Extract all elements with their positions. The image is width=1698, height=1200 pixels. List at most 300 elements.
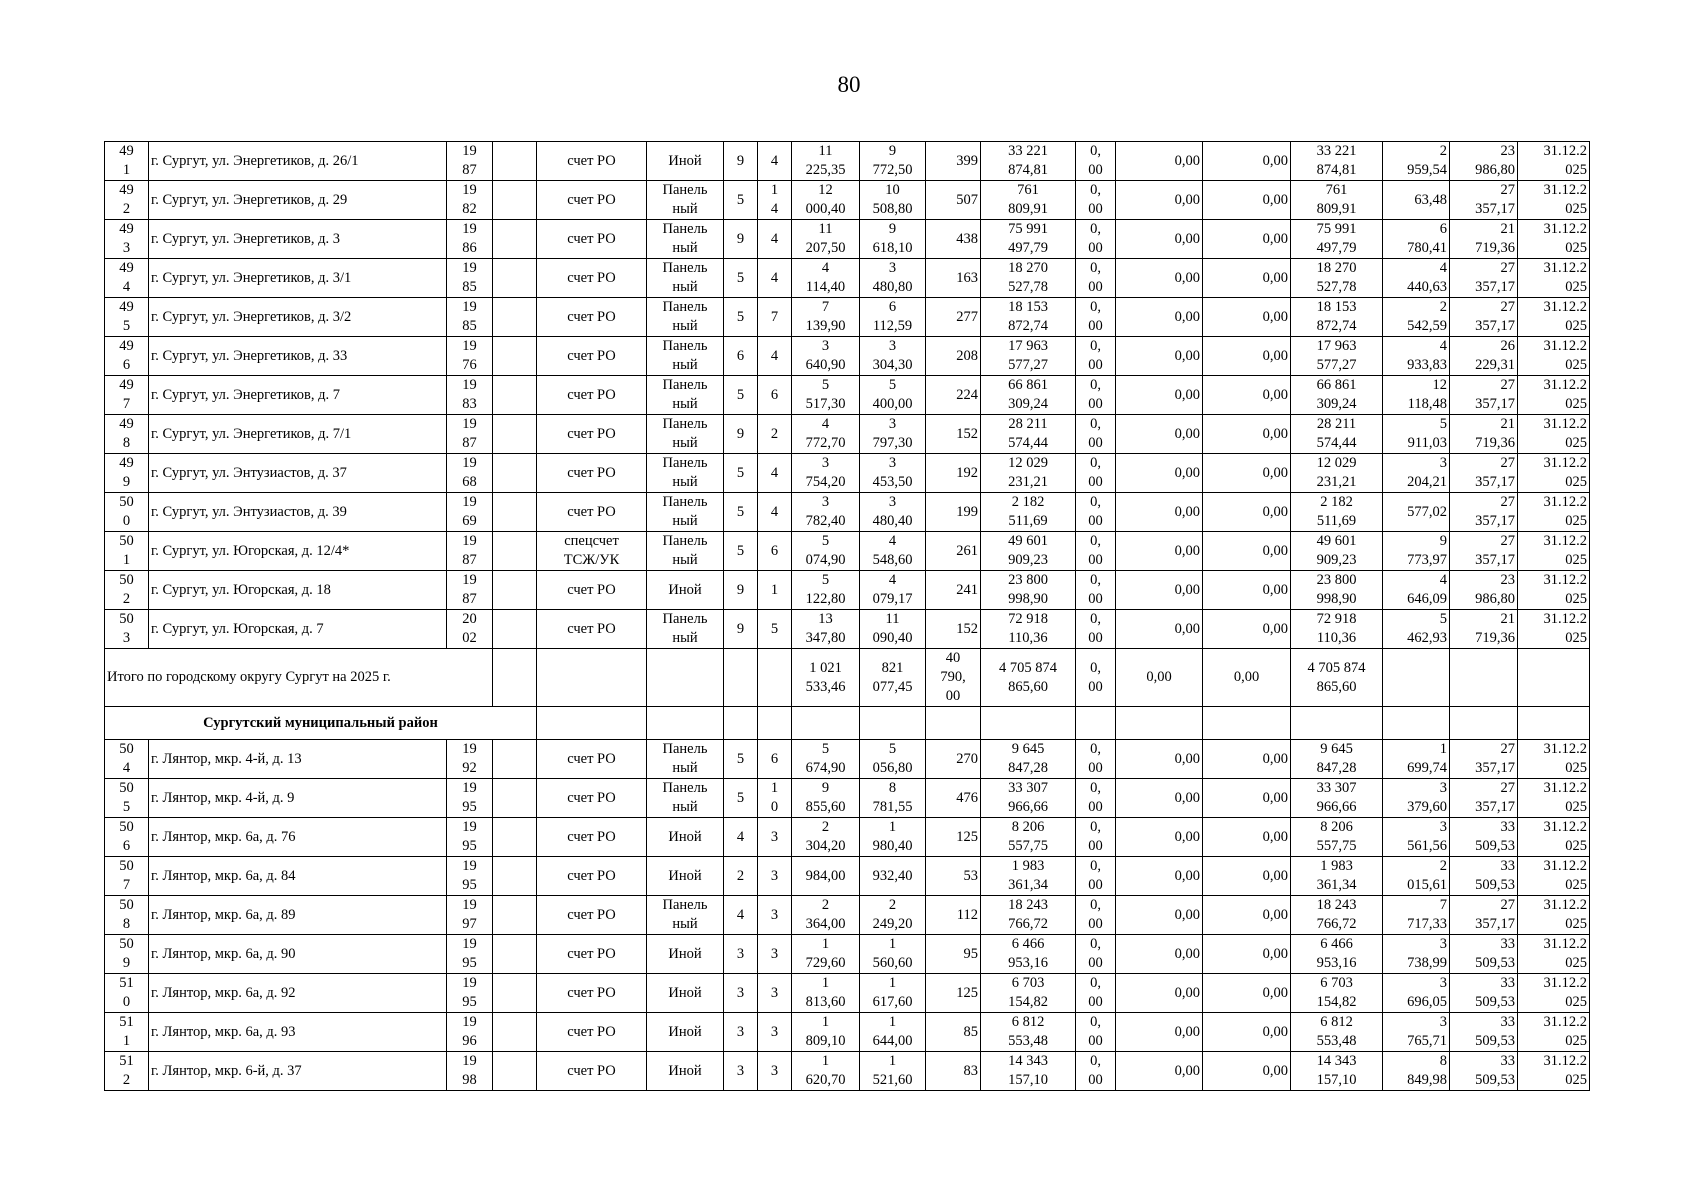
cell-cost-budget-2: 0,00 — [1203, 1052, 1291, 1091]
table-row — [105, 337, 1590, 376]
cell-entrances: 6 — [758, 740, 792, 779]
cell-empty — [647, 707, 724, 740]
cell-empty — [724, 649, 758, 707]
cell-cost-budget-1: 0,00 — [1116, 181, 1203, 220]
cell-area-total: 2 364,00 — [792, 896, 860, 935]
cell-entrances: 4 — [758, 454, 792, 493]
cell-account: счет РО — [537, 493, 647, 532]
cell-residents: 199 — [926, 493, 981, 532]
cell-residents: 163 — [926, 259, 981, 298]
cell-cost-total: 8 206 557,75 — [981, 818, 1076, 857]
cell-account: счет РО — [537, 857, 647, 896]
cell-area-total: 1 729,60 — [792, 935, 860, 974]
cell-year: 19 87 — [447, 142, 493, 181]
cell-floors: 4 — [724, 818, 758, 857]
cell-empty — [493, 259, 537, 298]
total-area-living: 821 077,45 — [860, 649, 926, 707]
cell-cost-fund: 0, 00 — [1076, 974, 1116, 1013]
cell-empty — [1203, 707, 1291, 740]
cell-unit-cost: 3 738,99 — [1383, 935, 1450, 974]
cell-unit-cost: 7 717,33 — [1383, 896, 1450, 935]
cell-entrances: 4 — [758, 259, 792, 298]
section-header-row — [105, 707, 1590, 740]
cell-area-living: 1 560,60 — [860, 935, 926, 974]
cell-unit-cost: 3 204,21 — [1383, 454, 1450, 493]
cell-area-total: 984,00 — [792, 857, 860, 896]
cell-area-living: 9 772,50 — [860, 142, 926, 181]
cell-unit-max: 21 719,36 — [1450, 610, 1518, 649]
cell-area-living: 11 090,40 — [860, 610, 926, 649]
cell-wall-material: Панель ный — [647, 454, 724, 493]
cell-year: 19 96 — [447, 1013, 493, 1052]
cell-address: г. Сургут, ул. Энергетиков, д. 7/1 — [149, 415, 447, 454]
cell-empty — [758, 707, 792, 740]
cell-number: 49 1 — [105, 142, 149, 181]
cell-empty — [493, 1052, 537, 1091]
cell-unit-max: 33 509,53 — [1450, 974, 1518, 1013]
cell-address: г. Лянтор, мкр. 4-й, д. 9 — [149, 779, 447, 818]
cell-empty — [493, 298, 537, 337]
cell-deadline: 31.12.2 025 — [1518, 571, 1590, 610]
cell-wall-material: Панель ный — [647, 532, 724, 571]
cell-cost-fund: 0, 00 — [1076, 220, 1116, 259]
cell-wall-material: Панель ный — [647, 298, 724, 337]
cell-cost-total: 49 601 909,23 — [981, 532, 1076, 571]
table-row — [105, 298, 1590, 337]
cell-entrances: 4 — [758, 220, 792, 259]
cell-area-total: 5 074,90 — [792, 532, 860, 571]
cell-cost-fund: 0, 00 — [1076, 298, 1116, 337]
table-row — [105, 857, 1590, 896]
cell-empty — [493, 896, 537, 935]
cell-floors: 9 — [724, 220, 758, 259]
cell-area-total: 5 122,80 — [792, 571, 860, 610]
cell-unit-max: 23 986,80 — [1450, 142, 1518, 181]
cell-unit-max: 33 509,53 — [1450, 1052, 1518, 1091]
cell-empty — [493, 415, 537, 454]
cell-number: 51 2 — [105, 1052, 149, 1091]
cell-cost-budget-1: 0,00 — [1116, 532, 1203, 571]
cell-cost-budget-1: 0,00 — [1116, 974, 1203, 1013]
cell-unit-max: 27 357,17 — [1450, 298, 1518, 337]
cell-floors: 3 — [724, 1013, 758, 1052]
page-number: 80 — [837, 72, 861, 97]
cell-empty — [860, 707, 926, 740]
cell-cost-fund: 0, 00 — [1076, 493, 1116, 532]
cell-area-total: 3 640,90 — [792, 337, 860, 376]
cell-wall-material: Панель ный — [647, 376, 724, 415]
cell-area-total: 3 782,40 — [792, 493, 860, 532]
cell-number: 49 6 — [105, 337, 149, 376]
table-row — [105, 779, 1590, 818]
cell-cost-budget-2: 0,00 — [1203, 740, 1291, 779]
cell-cost-owners: 72 918 110,36 — [1291, 610, 1383, 649]
cell-year: 19 98 — [447, 1052, 493, 1091]
cell-wall-material: Иной — [647, 1013, 724, 1052]
cell-cost-fund: 0, 00 — [1076, 142, 1116, 181]
cell-number: 51 1 — [105, 1013, 149, 1052]
cell-entrances: 3 — [758, 1013, 792, 1052]
cell-unit-max: 27 357,17 — [1450, 181, 1518, 220]
cell-cost-budget-2: 0,00 — [1203, 298, 1291, 337]
cell-cost-fund: 0, 00 — [1076, 857, 1116, 896]
cell-empty — [792, 707, 860, 740]
total-cost-total: 4 705 874 865,60 — [981, 649, 1076, 707]
cell-number: 49 8 — [105, 415, 149, 454]
cell-residents: 83 — [926, 1052, 981, 1091]
cell-entrances: 2 — [758, 415, 792, 454]
cell-cost-fund: 0, 00 — [1076, 1052, 1116, 1091]
table-row — [105, 818, 1590, 857]
cell-cost-fund: 0, 00 — [1076, 532, 1116, 571]
cell-address: г. Сургут, ул. Энергетиков, д. 29 — [149, 181, 447, 220]
cell-residents: 112 — [926, 896, 981, 935]
cell-wall-material: Панель ный — [647, 493, 724, 532]
cell-unit-max: 33 509,53 — [1450, 818, 1518, 857]
cell-residents: 277 — [926, 298, 981, 337]
cell-cost-owners: 14 343 157,10 — [1291, 1052, 1383, 1091]
cell-area-living: 2 249,20 — [860, 896, 926, 935]
cell-cost-owners: 6 703 154,82 — [1291, 974, 1383, 1013]
cell-wall-material: Иной — [647, 1052, 724, 1091]
cell-entrances: 3 — [758, 896, 792, 935]
cell-cost-budget-2: 0,00 — [1203, 610, 1291, 649]
cell-residents: 152 — [926, 415, 981, 454]
cell-cost-total: 18 153 872,74 — [981, 298, 1076, 337]
cell-cost-total: 2 182 511,69 — [981, 493, 1076, 532]
cell-cost-fund: 0, 00 — [1076, 935, 1116, 974]
cell-cost-owners: 33 221 874,81 — [1291, 142, 1383, 181]
cell-empty — [1450, 649, 1518, 707]
cell-deadline: 31.12.2 025 — [1518, 610, 1590, 649]
cell-cost-budget-1: 0,00 — [1116, 1052, 1203, 1091]
cell-cost-budget-2: 0,00 — [1203, 337, 1291, 376]
table-row — [105, 571, 1590, 610]
cell-cost-total: 33 307 966,66 — [981, 779, 1076, 818]
table-row — [105, 493, 1590, 532]
cell-entrances: 4 — [758, 337, 792, 376]
table-row — [105, 532, 1590, 571]
cell-empty — [493, 1013, 537, 1052]
cell-cost-total: 28 211 574,44 — [981, 415, 1076, 454]
cell-cost-owners: 8 206 557,75 — [1291, 818, 1383, 857]
cell-entrances: 3 — [758, 935, 792, 974]
cell-number: 49 7 — [105, 376, 149, 415]
cell-unit-cost: 4 933,83 — [1383, 337, 1450, 376]
cell-cost-owners: 18 270 527,78 — [1291, 259, 1383, 298]
cell-residents: 53 — [926, 857, 981, 896]
cell-deadline: 31.12.2 025 — [1518, 532, 1590, 571]
cell-cost-budget-1: 0,00 — [1116, 142, 1203, 181]
cell-cost-budget-1: 0,00 — [1116, 220, 1203, 259]
cell-year: 19 69 — [447, 493, 493, 532]
cell-cost-budget-1: 0,00 — [1116, 259, 1203, 298]
cell-empty — [493, 493, 537, 532]
cell-address: г. Сургут, ул. Энергетиков, д. 3/2 — [149, 298, 447, 337]
cell-address: г. Сургут, ул. Югорская, д. 18 — [149, 571, 447, 610]
cell-year: 19 92 — [447, 740, 493, 779]
cell-year: 20 02 — [447, 610, 493, 649]
cell-number: 49 9 — [105, 454, 149, 493]
cell-wall-material: Панель ный — [647, 259, 724, 298]
cell-cost-budget-2: 0,00 — [1203, 142, 1291, 181]
cell-account: счет РО — [537, 1052, 647, 1091]
cell-cost-budget-1: 0,00 — [1116, 571, 1203, 610]
cell-address: г. Сургут, ул. Энергетиков, д. 33 — [149, 337, 447, 376]
cell-floors: 5 — [724, 532, 758, 571]
cell-address: г. Сургут, ул. Энергетиков, д. 3/1 — [149, 259, 447, 298]
cell-empty — [1116, 707, 1203, 740]
cell-empty — [1518, 707, 1590, 740]
cell-empty — [647, 649, 724, 707]
cell-floors: 2 — [724, 857, 758, 896]
cell-cost-fund: 0, 00 — [1076, 896, 1116, 935]
cell-floors: 3 — [724, 935, 758, 974]
cell-unit-max: 33 509,53 — [1450, 1013, 1518, 1052]
cell-empty — [493, 454, 537, 493]
cell-deadline: 31.12.2 025 — [1518, 935, 1590, 974]
cell-unit-max: 33 509,53 — [1450, 857, 1518, 896]
cell-floors: 3 — [724, 974, 758, 1013]
cell-year: 19 76 — [447, 337, 493, 376]
cell-address: г. Лянтор, мкр. 6а, д. 76 — [149, 818, 447, 857]
total-cost-budget1: 0,00 — [1116, 649, 1203, 707]
cell-deadline: 31.12.2 025 — [1518, 493, 1590, 532]
cell-cost-fund: 0, 00 — [1076, 337, 1116, 376]
cell-year: 19 95 — [447, 779, 493, 818]
cell-account: счет РО — [537, 259, 647, 298]
cell-unit-cost: 577,02 — [1383, 493, 1450, 532]
cell-cost-budget-2: 0,00 — [1203, 454, 1291, 493]
cell-area-total: 1 813,60 — [792, 974, 860, 1013]
table-row — [105, 740, 1590, 779]
cell-number: 50 5 — [105, 779, 149, 818]
cell-number: 50 1 — [105, 532, 149, 571]
cell-year: 19 83 — [447, 376, 493, 415]
cell-address: г. Сургут, ул. Энергетиков, д. 3 — [149, 220, 447, 259]
cell-address: г. Лянтор, мкр. 6а, д. 90 — [149, 935, 447, 974]
cell-floors: 9 — [724, 610, 758, 649]
cell-cost-budget-2: 0,00 — [1203, 220, 1291, 259]
cell-residents: 125 — [926, 818, 981, 857]
cell-cost-total: 1 983 361,34 — [981, 857, 1076, 896]
cell-residents: 399 — [926, 142, 981, 181]
cell-entrances: 7 — [758, 298, 792, 337]
cell-deadline: 31.12.2 025 — [1518, 779, 1590, 818]
cell-unit-max: 27 357,17 — [1450, 376, 1518, 415]
cell-floors: 5 — [724, 298, 758, 337]
cell-year: 19 86 — [447, 220, 493, 259]
cell-deadline: 31.12.2 025 — [1518, 298, 1590, 337]
cell-year: 19 82 — [447, 181, 493, 220]
cell-empty — [493, 974, 537, 1013]
cell-floors: 9 — [724, 142, 758, 181]
cell-address: г. Сургут, ул. Энергетиков, д. 7 — [149, 376, 447, 415]
total-cost-budget2: 0,00 — [1203, 649, 1291, 707]
cell-wall-material: Панель ный — [647, 896, 724, 935]
cell-area-living: 1 644,00 — [860, 1013, 926, 1052]
table-row — [105, 610, 1590, 649]
cell-account: счет РО — [537, 220, 647, 259]
cell-entrances: 1 0 — [758, 779, 792, 818]
cell-cost-fund: 0, 00 — [1076, 181, 1116, 220]
cell-residents: 152 — [926, 610, 981, 649]
cell-number: 50 7 — [105, 857, 149, 896]
cell-empty — [493, 935, 537, 974]
cell-account: счет РО — [537, 376, 647, 415]
cell-account: счет РО — [537, 896, 647, 935]
cell-number: 49 4 — [105, 259, 149, 298]
cell-deadline: 31.12.2 025 — [1518, 376, 1590, 415]
cell-account: счет РО — [537, 337, 647, 376]
cell-wall-material: Панель ный — [647, 610, 724, 649]
cell-year: 19 95 — [447, 935, 493, 974]
cell-address: г. Сургут, ул. Югорская, д. 12/4* — [149, 532, 447, 571]
cell-empty — [1383, 649, 1450, 707]
cell-empty — [758, 649, 792, 707]
cell-cost-budget-1: 0,00 — [1116, 1013, 1203, 1052]
cell-cost-owners: 18 153 872,74 — [1291, 298, 1383, 337]
cell-cost-owners: 12 029 231,21 — [1291, 454, 1383, 493]
cell-wall-material: Иной — [647, 935, 724, 974]
cell-area-living: 8 781,55 — [860, 779, 926, 818]
cell-cost-owners: 28 211 574,44 — [1291, 415, 1383, 454]
cell-entrances: 3 — [758, 1052, 792, 1091]
cell-cost-owners: 23 800 998,90 — [1291, 571, 1383, 610]
cell-wall-material: Иной — [647, 818, 724, 857]
cell-empty — [493, 649, 537, 707]
cell-empty — [493, 181, 537, 220]
cell-deadline: 31.12.2 025 — [1518, 259, 1590, 298]
cell-year: 19 97 — [447, 896, 493, 935]
cell-area-total: 1 620,70 — [792, 1052, 860, 1091]
cell-empty — [493, 337, 537, 376]
cell-unit-max: 21 719,36 — [1450, 220, 1518, 259]
cell-year: 19 95 — [447, 974, 493, 1013]
cell-entrances: 5 — [758, 610, 792, 649]
cell-residents: 224 — [926, 376, 981, 415]
table-row — [105, 935, 1590, 974]
cell-empty — [493, 818, 537, 857]
cell-floors: 5 — [724, 454, 758, 493]
table-row — [105, 454, 1590, 493]
cell-entrances: 1 — [758, 571, 792, 610]
cell-wall-material: Панель ный — [647, 779, 724, 818]
cell-cost-budget-2: 0,00 — [1203, 259, 1291, 298]
cell-cost-budget-1: 0,00 — [1116, 298, 1203, 337]
cell-cost-fund: 0, 00 — [1076, 1013, 1116, 1052]
cell-area-total: 12 000,40 — [792, 181, 860, 220]
table-row — [105, 220, 1590, 259]
cell-number: 50 0 — [105, 493, 149, 532]
cell-year: 19 87 — [447, 415, 493, 454]
cell-cost-owners: 1 983 361,34 — [1291, 857, 1383, 896]
cell-empty — [1076, 707, 1116, 740]
cell-area-total: 3 754,20 — [792, 454, 860, 493]
cell-cost-fund: 0, 00 — [1076, 740, 1116, 779]
cell-deadline: 31.12.2 025 — [1518, 1013, 1590, 1052]
cell-entrances: 6 — [758, 532, 792, 571]
cell-account: счет РО — [537, 571, 647, 610]
cell-unit-cost: 2 015,61 — [1383, 857, 1450, 896]
cell-cost-budget-1: 0,00 — [1116, 740, 1203, 779]
cell-year: 19 85 — [447, 298, 493, 337]
cell-area-living: 4 548,60 — [860, 532, 926, 571]
total-area-total: 1 021 533,46 — [792, 649, 860, 707]
cell-floors: 5 — [724, 259, 758, 298]
cell-cost-fund: 0, 00 — [1076, 610, 1116, 649]
cell-cost-owners: 761 809,91 — [1291, 181, 1383, 220]
cell-floors: 4 — [724, 896, 758, 935]
cell-empty — [1450, 707, 1518, 740]
cell-empty — [537, 649, 647, 707]
cell-deadline: 31.12.2 025 — [1518, 142, 1590, 181]
cell-residents: 507 — [926, 181, 981, 220]
total-row — [105, 649, 1590, 707]
cell-cost-budget-1: 0,00 — [1116, 415, 1203, 454]
cell-account: спецсчет ТСЖ/УК — [537, 532, 647, 571]
cell-residents: 241 — [926, 571, 981, 610]
cell-unit-cost: 12 118,48 — [1383, 376, 1450, 415]
cell-cost-fund: 0, 00 — [1076, 571, 1116, 610]
cell-unit-max: 23 986,80 — [1450, 571, 1518, 610]
cell-address: г. Лянтор, мкр. 6а, д. 84 — [149, 857, 447, 896]
cell-cost-budget-2: 0,00 — [1203, 857, 1291, 896]
table-row — [105, 142, 1590, 181]
cell-area-total: 5 674,90 — [792, 740, 860, 779]
cell-empty — [493, 857, 537, 896]
cell-number: 49 3 — [105, 220, 149, 259]
table-row — [105, 974, 1590, 1013]
cell-cost-budget-2: 0,00 — [1203, 818, 1291, 857]
cell-area-living: 932,40 — [860, 857, 926, 896]
cell-wall-material: Панель ный — [647, 337, 724, 376]
cell-cost-total: 6 812 553,48 — [981, 1013, 1076, 1052]
cell-cost-total: 18 270 527,78 — [981, 259, 1076, 298]
cell-unit-max: 27 357,17 — [1450, 493, 1518, 532]
cell-unit-max: 33 509,53 — [1450, 935, 1518, 974]
cell-cost-total: 72 918 110,36 — [981, 610, 1076, 649]
cell-cost-total: 12 029 231,21 — [981, 454, 1076, 493]
cell-cost-budget-2: 0,00 — [1203, 376, 1291, 415]
cell-cost-total: 9 645 847,28 — [981, 740, 1076, 779]
table-body — [105, 142, 1590, 1091]
cell-account: счет РО — [537, 298, 647, 337]
cell-cost-budget-2: 0,00 — [1203, 896, 1291, 935]
cell-address: г. Лянтор, мкр. 6а, д. 92 — [149, 974, 447, 1013]
cell-cost-total: 6 703 154,82 — [981, 974, 1076, 1013]
cell-entrances: 4 — [758, 142, 792, 181]
cell-cost-budget-2: 0,00 — [1203, 935, 1291, 974]
cell-address: г. Сургут, ул. Энтузиастов, д. 37 — [149, 454, 447, 493]
cell-account: счет РО — [537, 779, 647, 818]
cell-residents: 192 — [926, 454, 981, 493]
cell-cost-budget-2: 0,00 — [1203, 779, 1291, 818]
cell-unit-cost: 3 696,05 — [1383, 974, 1450, 1013]
cell-unit-cost: 3 765,71 — [1383, 1013, 1450, 1052]
cell-empty — [493, 571, 537, 610]
cell-year: 19 85 — [447, 259, 493, 298]
cell-empty — [1518, 649, 1590, 707]
cell-floors: 5 — [724, 181, 758, 220]
cell-area-living: 3 797,30 — [860, 415, 926, 454]
cell-cost-owners: 66 861 309,24 — [1291, 376, 1383, 415]
cell-unit-cost: 63,48 — [1383, 181, 1450, 220]
cell-unit-cost: 5 911,03 — [1383, 415, 1450, 454]
cell-account: счет РО — [537, 142, 647, 181]
cell-area-living: 5 056,80 — [860, 740, 926, 779]
cell-number: 50 8 — [105, 896, 149, 935]
